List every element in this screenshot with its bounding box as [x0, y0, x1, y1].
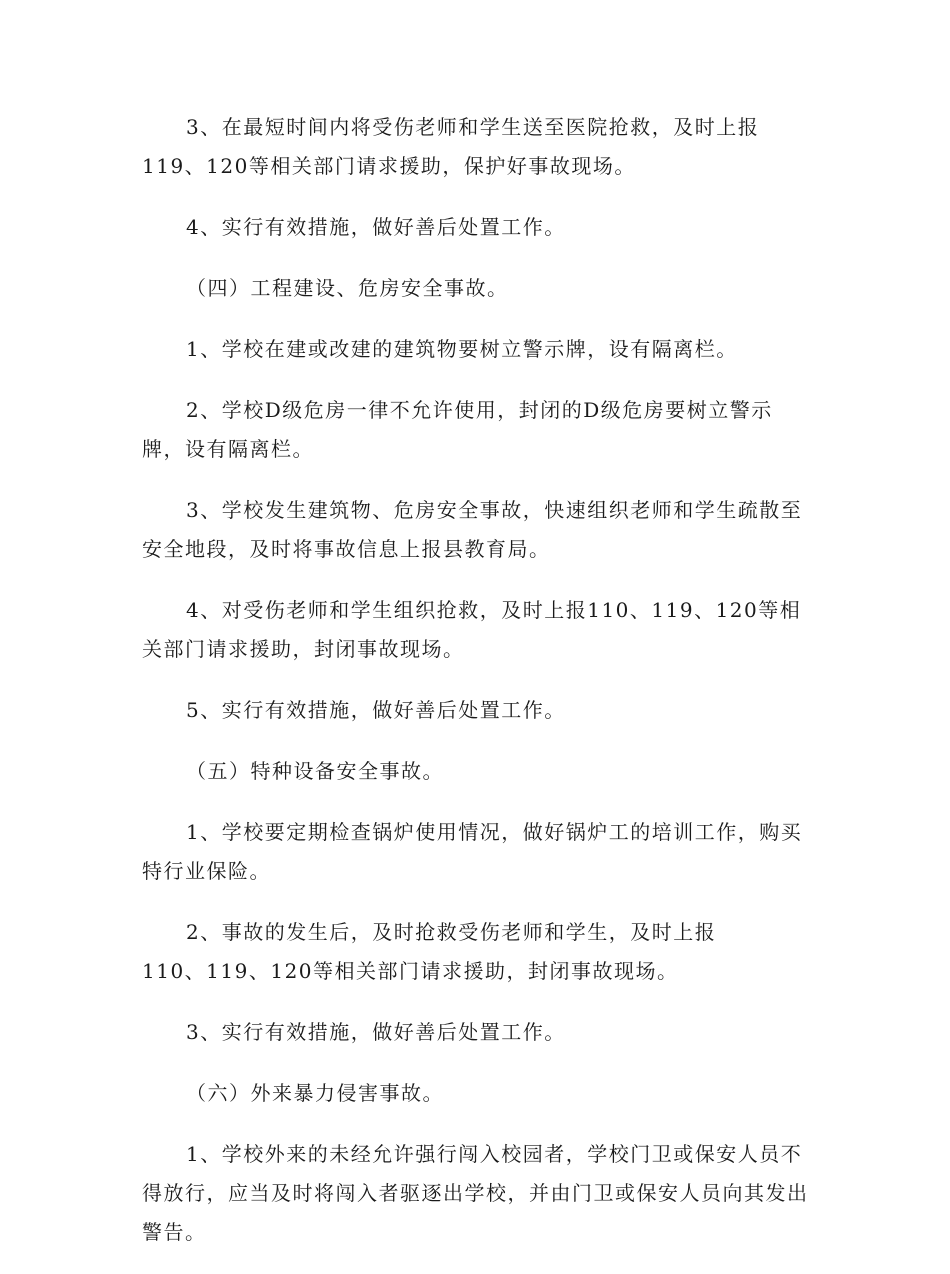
- paragraph-accident-rescue: 2、事故的发生后，及时抢救受伤老师和学生，及时上报 110、119、120等相关部门请求援助，封闭事故现场。: [142, 920, 717, 983]
- section-heading-special-equipment: （五）特种设备安全事故。: [186, 759, 444, 783]
- paragraph-d-level-buildings: 2、学校D级危房一律不允许使用，封闭的D级危房要树立警示牌，设有隔离栏。: [142, 398, 773, 461]
- paragraph-emergency-hospital: 3、在最短时间内将受伤老师和学生送至医院抢救，及时上报 119、120等相关部门请求援助，保护好事故现场。: [142, 115, 760, 178]
- paragraph-rescue-report: 4、对受伤老师和学生组织抢救，及时上报110、119、120等相关部门请求援助，封闭事故现场。: [142, 598, 802, 661]
- paragraph-warning-signs: 1、学校在建或改建的建筑物要树立警示牌，设有隔离栏。: [186, 337, 738, 361]
- paragraph-aftermath-3: 3、实行有效措施，做好善后处置工作。: [186, 1020, 566, 1044]
- section-heading-construction: （四）工程建设、危房安全事故。: [186, 276, 509, 300]
- paragraph-evacuation: 3、学校发生建筑物、危房安全事故，快速组织老师和学生疏散至安全地段，及时将事故信息上报县教育局。: [142, 498, 803, 561]
- paragraph-aftermath-2: 5、实行有效措施，做好善后处置工作。: [186, 698, 566, 722]
- paragraph-boiler-inspection: 1、学校要定期检查锅炉使用情况，做好锅炉工的培训工作，购买特行业保险。: [142, 820, 803, 883]
- paragraph-intruders: 1、学校外来的未经允许强行闯入校园者，学校门卫或保安人员不得放行，应当及时将闯入者驱逐出学校，并由门卫或保安人员向其发出警告。: [142, 1142, 809, 1244]
- paragraph-aftermath-1: 4、实行有效措施，做好善后处置工作。: [186, 215, 566, 239]
- document-body: [142, 108, 810, 1274]
- section-heading-external-violence: （六）外来暴力侵害事故。: [186, 1081, 444, 1105]
